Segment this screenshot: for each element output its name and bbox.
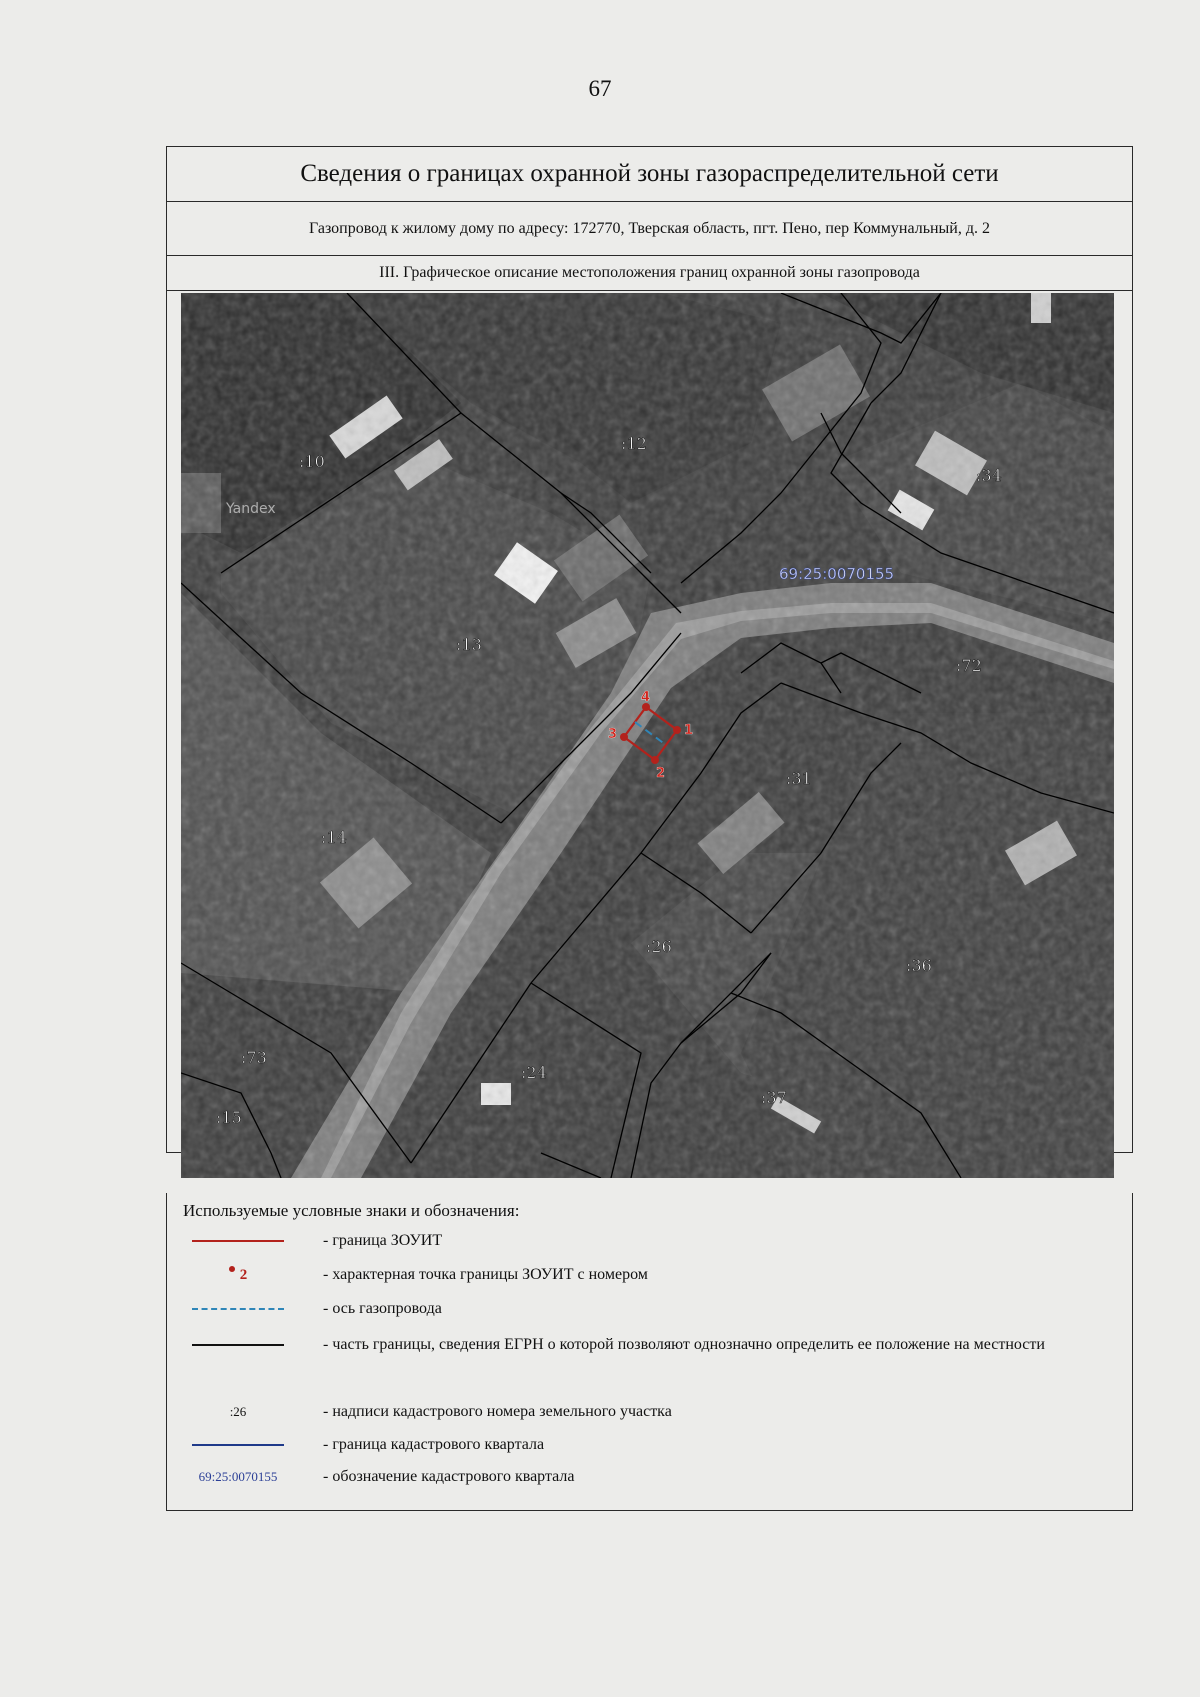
legend-text: - граница ЗОУИТ xyxy=(323,1232,443,1249)
red-point-symbol xyxy=(183,1263,293,1287)
parcel-label: :73 xyxy=(241,1048,267,1067)
document-subtitle: Газопровод к жилому дому по адресу: 172770, Тверская область, пгт. Пено, пер Коммунальный, д. 2 xyxy=(167,202,1132,256)
cadastral-map xyxy=(181,293,1114,1178)
zone-point-label: 4 xyxy=(641,690,651,705)
quarter-label: 69:25:0070155 xyxy=(779,565,895,583)
legend-heading: Используемые условные знаки и обозначения: xyxy=(183,1201,520,1220)
red-line-symbol xyxy=(183,1229,293,1253)
legend-text: - обозначение кадастрового квартала xyxy=(323,1468,575,1485)
parcel-label-sample: :26 xyxy=(229,1404,247,1419)
legend-text: - часть границы, сведения ЕГРН о которой позволяют однозначно определить ее положение на местности xyxy=(323,1336,1045,1353)
zone-point xyxy=(651,756,659,764)
dashed-line-symbol xyxy=(183,1297,293,1321)
zone-point xyxy=(620,733,628,741)
legend xyxy=(166,1193,1133,1511)
zone-point-label: 2 xyxy=(656,766,666,781)
legend-text: - характерная точка границы ЗОУИТ с номером xyxy=(323,1266,648,1283)
yandex-watermark: Yandex xyxy=(226,501,276,517)
black-line-symbol xyxy=(183,1333,293,1357)
section-heading: III. Графическое описание местоположения границ охранной зоны газопровода xyxy=(167,256,1132,291)
page-number: 67 xyxy=(588,76,612,101)
parcel-label: :15 xyxy=(216,1108,242,1127)
quarter-label-sample: 69:25:0070155 xyxy=(198,1469,278,1484)
red-point-number: 2 xyxy=(239,1266,248,1283)
document-title: Сведения о границах охранной зоны газораспределительной сети xyxy=(167,147,1132,202)
legend-text: - ось газопровода xyxy=(323,1300,442,1317)
parcel-label: :34 xyxy=(976,466,1002,485)
parcel-label: :72 xyxy=(956,656,982,675)
map-svg xyxy=(181,293,1114,1178)
parcel-label: :14 xyxy=(321,828,347,847)
document-frame xyxy=(166,146,1133,1153)
parcel-label: :36 xyxy=(906,956,932,975)
legend-text: - граница кадастрового квартала xyxy=(323,1436,545,1453)
legend-text: - надписи кадастрового номера земельного участка xyxy=(323,1403,672,1420)
zone-point-label: 1 xyxy=(684,723,694,738)
parcel-label-symbol xyxy=(183,1400,293,1424)
parcel-label: :31 xyxy=(786,769,812,788)
quarter-label-symbol xyxy=(183,1465,293,1489)
parcel-label: :13 xyxy=(456,635,482,654)
aerial-grain xyxy=(181,293,1114,1178)
parcel-label: :12 xyxy=(621,434,647,453)
parcel-label: :37 xyxy=(761,1088,787,1107)
zone-point xyxy=(673,726,681,734)
parcel-label: :24 xyxy=(521,1063,547,1082)
navy-line-symbol xyxy=(183,1433,293,1457)
parcel-label: :26 xyxy=(646,937,672,956)
zone-point-label: 3 xyxy=(608,727,618,742)
parcel-label: :10 xyxy=(299,452,325,471)
